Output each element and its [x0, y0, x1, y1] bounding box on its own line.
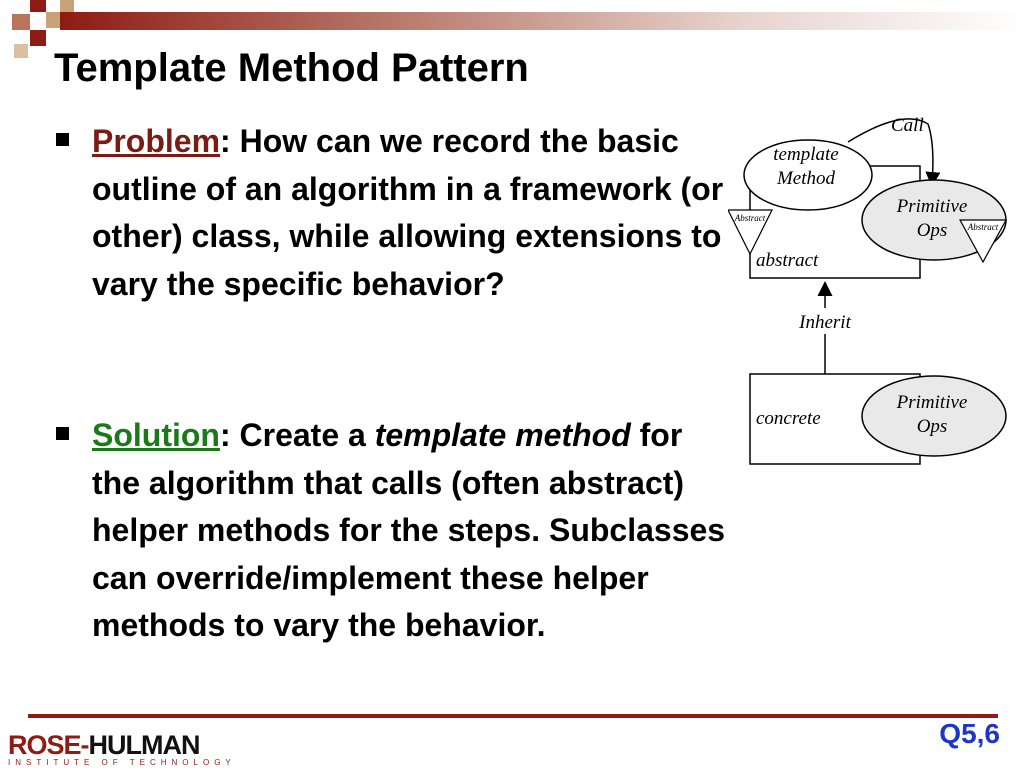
solution-keyword[interactable]: Solution: [92, 417, 220, 453]
abstract-class-label: abstract: [756, 250, 819, 271]
template-method-diagram: [728, 104, 1018, 474]
abstract-tag: Abstract: [967, 222, 999, 232]
problem-text: : How can we record the basic outline of an algorithm in a framework (or other) class, while allowing extensions to vary the specific behavior?: [92, 123, 724, 302]
logo-text-rose: ROSE-: [8, 730, 89, 760]
abstract-tag: Abstract: [734, 213, 766, 223]
logo-subtitle: INSTITUTE OF TECHNOLOGY: [8, 758, 236, 767]
bullet-problem: [56, 118, 736, 308]
solution-text-after: for the algorithm that calls (often abstract) helper methods for the steps. Subclasses can override/implement these helper methods to vary the behavior.: [92, 417, 726, 643]
solution-text-before: : Create a: [219, 417, 375, 453]
template-method-label: template: [773, 144, 839, 165]
logo-wordmark: [8, 731, 228, 759]
logo-text-hulman: HULMAN: [88, 730, 200, 760]
rose-hulman-logo: [8, 730, 236, 771]
bullet-text: [92, 118, 736, 308]
bullet-square-icon: [56, 427, 69, 440]
solution-italic: template method: [374, 417, 631, 453]
bullet-solution: [56, 412, 736, 650]
slide-ref-label: Q5,6: [939, 718, 1000, 749]
primitive-ops-label: Ops: [916, 220, 948, 241]
bullet-square-icon: [56, 133, 69, 146]
primitive-ops-label: Primitive: [896, 196, 968, 217]
slide-title: Template Method Pattern: [54, 46, 529, 90]
inherit-label: Inherit: [799, 312, 851, 333]
problem-keyword[interactable]: Problem: [92, 123, 221, 159]
bullet-text: [92, 412, 736, 650]
call-label: Call: [891, 115, 924, 136]
concrete-class-label: concrete: [756, 408, 821, 429]
primitive-ops-label: Ops: [916, 416, 948, 437]
title-bar-decoration: [60, 12, 1024, 30]
primitive-ops-label: Primitive: [896, 392, 968, 413]
footer-divider: [28, 714, 998, 718]
template-method-label: Method: [776, 168, 836, 189]
